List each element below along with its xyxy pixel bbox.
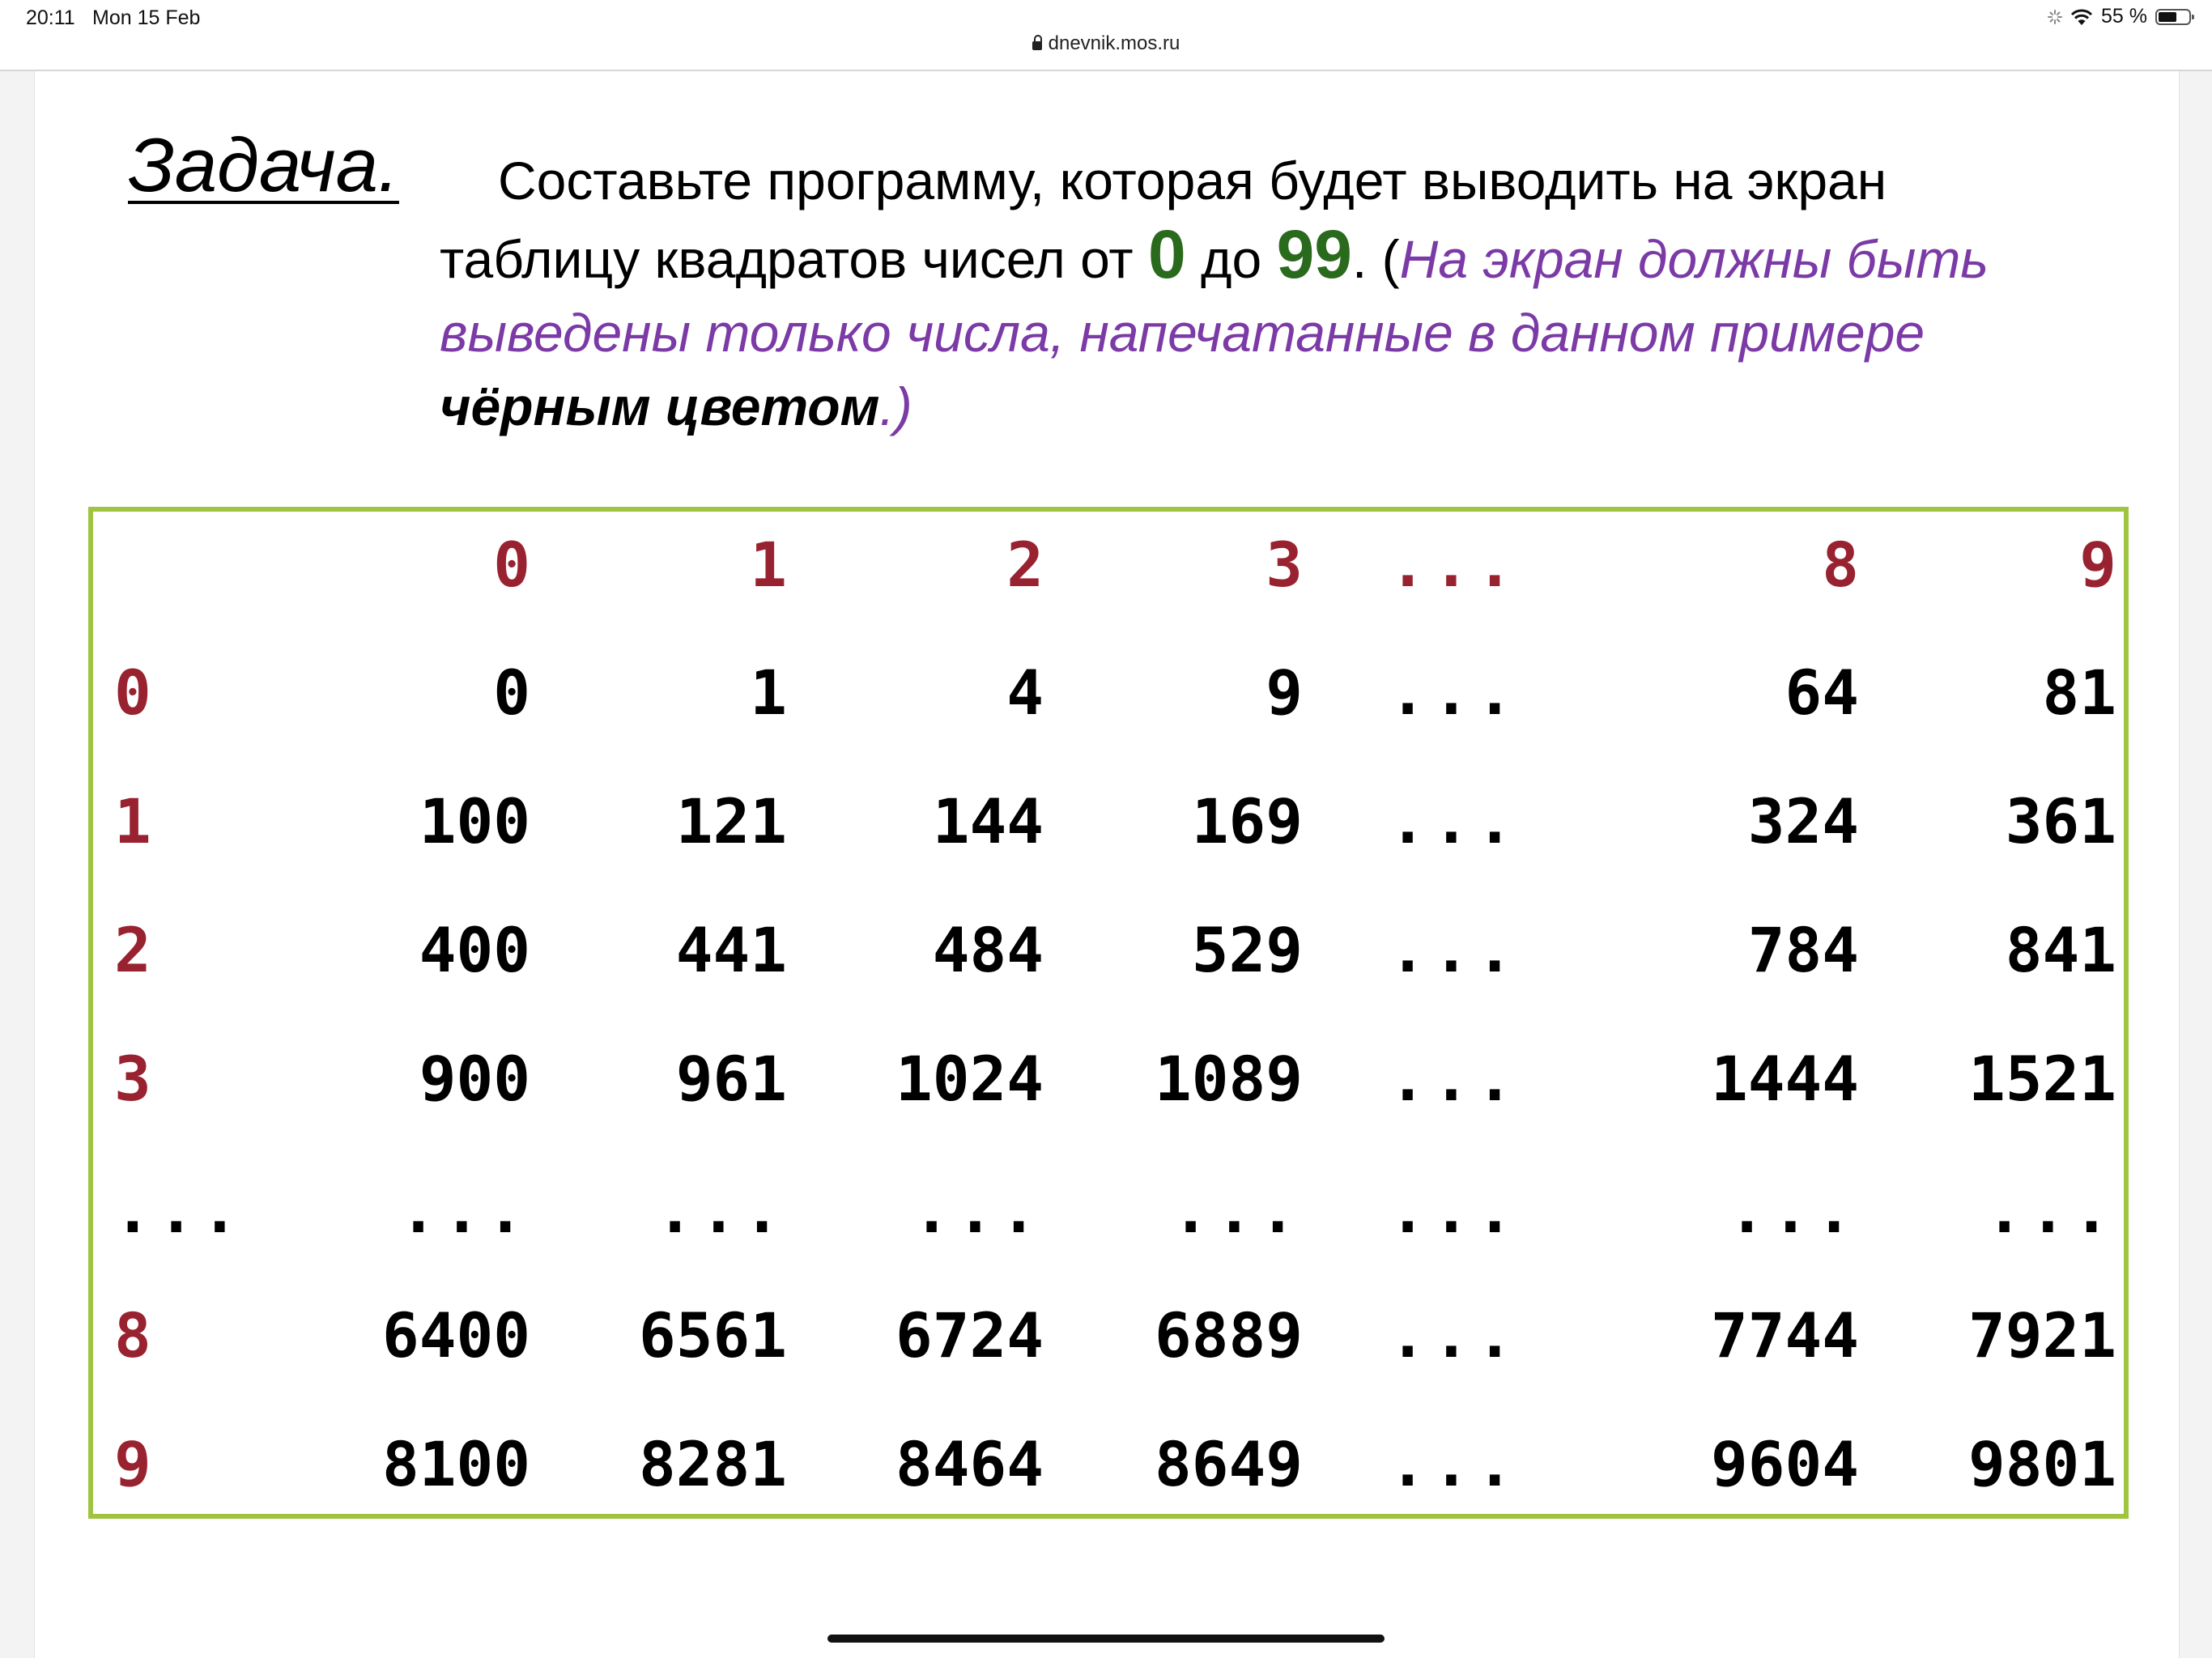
column-header: 0 xyxy=(493,529,530,601)
row-label: ... xyxy=(114,1175,245,1247)
row-label: 1 xyxy=(114,785,151,857)
column-header: ... xyxy=(1389,529,1520,601)
row-label: 2 xyxy=(114,914,151,986)
square-value: 6724 xyxy=(895,1299,1044,1371)
ellipsis-cell: ... xyxy=(1172,1175,1303,1247)
square-value: 9801 xyxy=(1967,1428,2116,1500)
square-value: 961 xyxy=(675,1043,787,1115)
square-value: 1 xyxy=(750,657,787,729)
status-bar xyxy=(0,0,2212,71)
ellipsis-cell: ... xyxy=(912,1175,1044,1247)
square-value: 1521 xyxy=(1967,1043,2116,1115)
square-value: 400 xyxy=(419,914,530,986)
task-note: На экран должны быть выведены только числа, напечатанные в данном примере xyxy=(440,229,1989,363)
square-value: 169 xyxy=(1191,785,1303,857)
task-note-end: .) xyxy=(879,376,912,436)
status-date: Mon 15 Feb xyxy=(92,6,201,29)
square-value: 1444 xyxy=(1710,1043,1859,1115)
square-value: 361 xyxy=(2005,785,2116,857)
square-value: 144 xyxy=(932,785,1044,857)
square-value: 121 xyxy=(675,785,787,857)
column-header: 1 xyxy=(750,529,787,601)
task-text xyxy=(440,144,2043,444)
battery-icon xyxy=(2155,9,2191,25)
task-text-part3: . ( xyxy=(1352,229,1400,289)
row-label: 9 xyxy=(114,1428,151,1500)
square-value: 8464 xyxy=(895,1428,1044,1500)
ellipsis-cell: ... xyxy=(1389,1175,1520,1247)
square-value: 6889 xyxy=(1154,1299,1303,1371)
column-header: 9 xyxy=(2079,529,2116,601)
ellipsis-cell: ... xyxy=(1728,1175,1859,1247)
square-value: 4 xyxy=(1006,657,1044,729)
row-label: 3 xyxy=(114,1043,151,1115)
square-value: 7744 xyxy=(1710,1299,1859,1371)
column-header: 3 xyxy=(1266,529,1303,601)
square-value: 529 xyxy=(1191,914,1303,986)
square-value: 900 xyxy=(419,1043,530,1115)
ellipsis-cell: ... xyxy=(1389,785,1520,857)
home-indicator[interactable] xyxy=(827,1635,1385,1643)
status-indicators xyxy=(2048,5,2191,28)
square-value: 1024 xyxy=(895,1043,1044,1115)
task-heading: Задача. xyxy=(128,122,399,207)
square-value: 64 xyxy=(1784,657,1859,729)
row-label: 0 xyxy=(114,657,151,729)
task-text-part2: до xyxy=(1185,229,1277,289)
ellipsis-cell: ... xyxy=(1389,1299,1520,1371)
ellipsis-cell: ... xyxy=(1985,1175,2116,1247)
slide xyxy=(34,71,2180,1658)
square-value: 441 xyxy=(675,914,787,986)
address-bar[interactable] xyxy=(0,32,2212,55)
wifi-icon xyxy=(2070,8,2093,26)
square-value: 324 xyxy=(1747,785,1859,857)
column-header: 8 xyxy=(1822,529,1859,601)
square-value: 100 xyxy=(419,785,530,857)
square-value: 7921 xyxy=(1967,1299,2116,1371)
range-to: 99 xyxy=(1276,216,1352,292)
ellipsis-cell: ... xyxy=(1389,1428,1520,1500)
square-value: 0 xyxy=(493,657,530,729)
battery-percent: 55 % xyxy=(2101,5,2147,28)
square-value: 6400 xyxy=(381,1299,530,1371)
ellipsis-cell: ... xyxy=(1389,657,1520,729)
square-value: 8281 xyxy=(638,1428,787,1500)
square-value: 784 xyxy=(1747,914,1859,986)
url-text[interactable]: dnevnik.mos.ru xyxy=(1048,32,1180,54)
square-value: 1089 xyxy=(1154,1043,1303,1115)
range-from: 0 xyxy=(1147,216,1186,292)
lock-icon xyxy=(1032,41,1042,50)
task-note-bold: чёрным цветом xyxy=(440,376,880,436)
row-label: 8 xyxy=(114,1299,151,1371)
square-value: 6561 xyxy=(638,1299,787,1371)
square-value: 484 xyxy=(932,914,1044,986)
signal-icon xyxy=(2048,10,2062,24)
task-text-part1: Составьте программу, которая будет выводить на экран таблицу квадратов чисел от xyxy=(440,151,1887,289)
square-value: 841 xyxy=(2005,914,2116,986)
status-time: 20:11 xyxy=(26,6,75,29)
ellipsis-cell: ... xyxy=(399,1175,530,1247)
column-header: 2 xyxy=(1006,529,1044,601)
ellipsis-cell: ... xyxy=(656,1175,787,1247)
ellipsis-cell: ... xyxy=(1389,914,1520,986)
square-value: 9 xyxy=(1266,657,1303,729)
squares-table xyxy=(88,507,2129,1519)
square-value: 8100 xyxy=(381,1428,530,1500)
square-value: 81 xyxy=(2042,657,2116,729)
ellipsis-cell: ... xyxy=(1389,1043,1520,1115)
square-value: 9604 xyxy=(1710,1428,1859,1500)
square-value: 8649 xyxy=(1154,1428,1303,1500)
